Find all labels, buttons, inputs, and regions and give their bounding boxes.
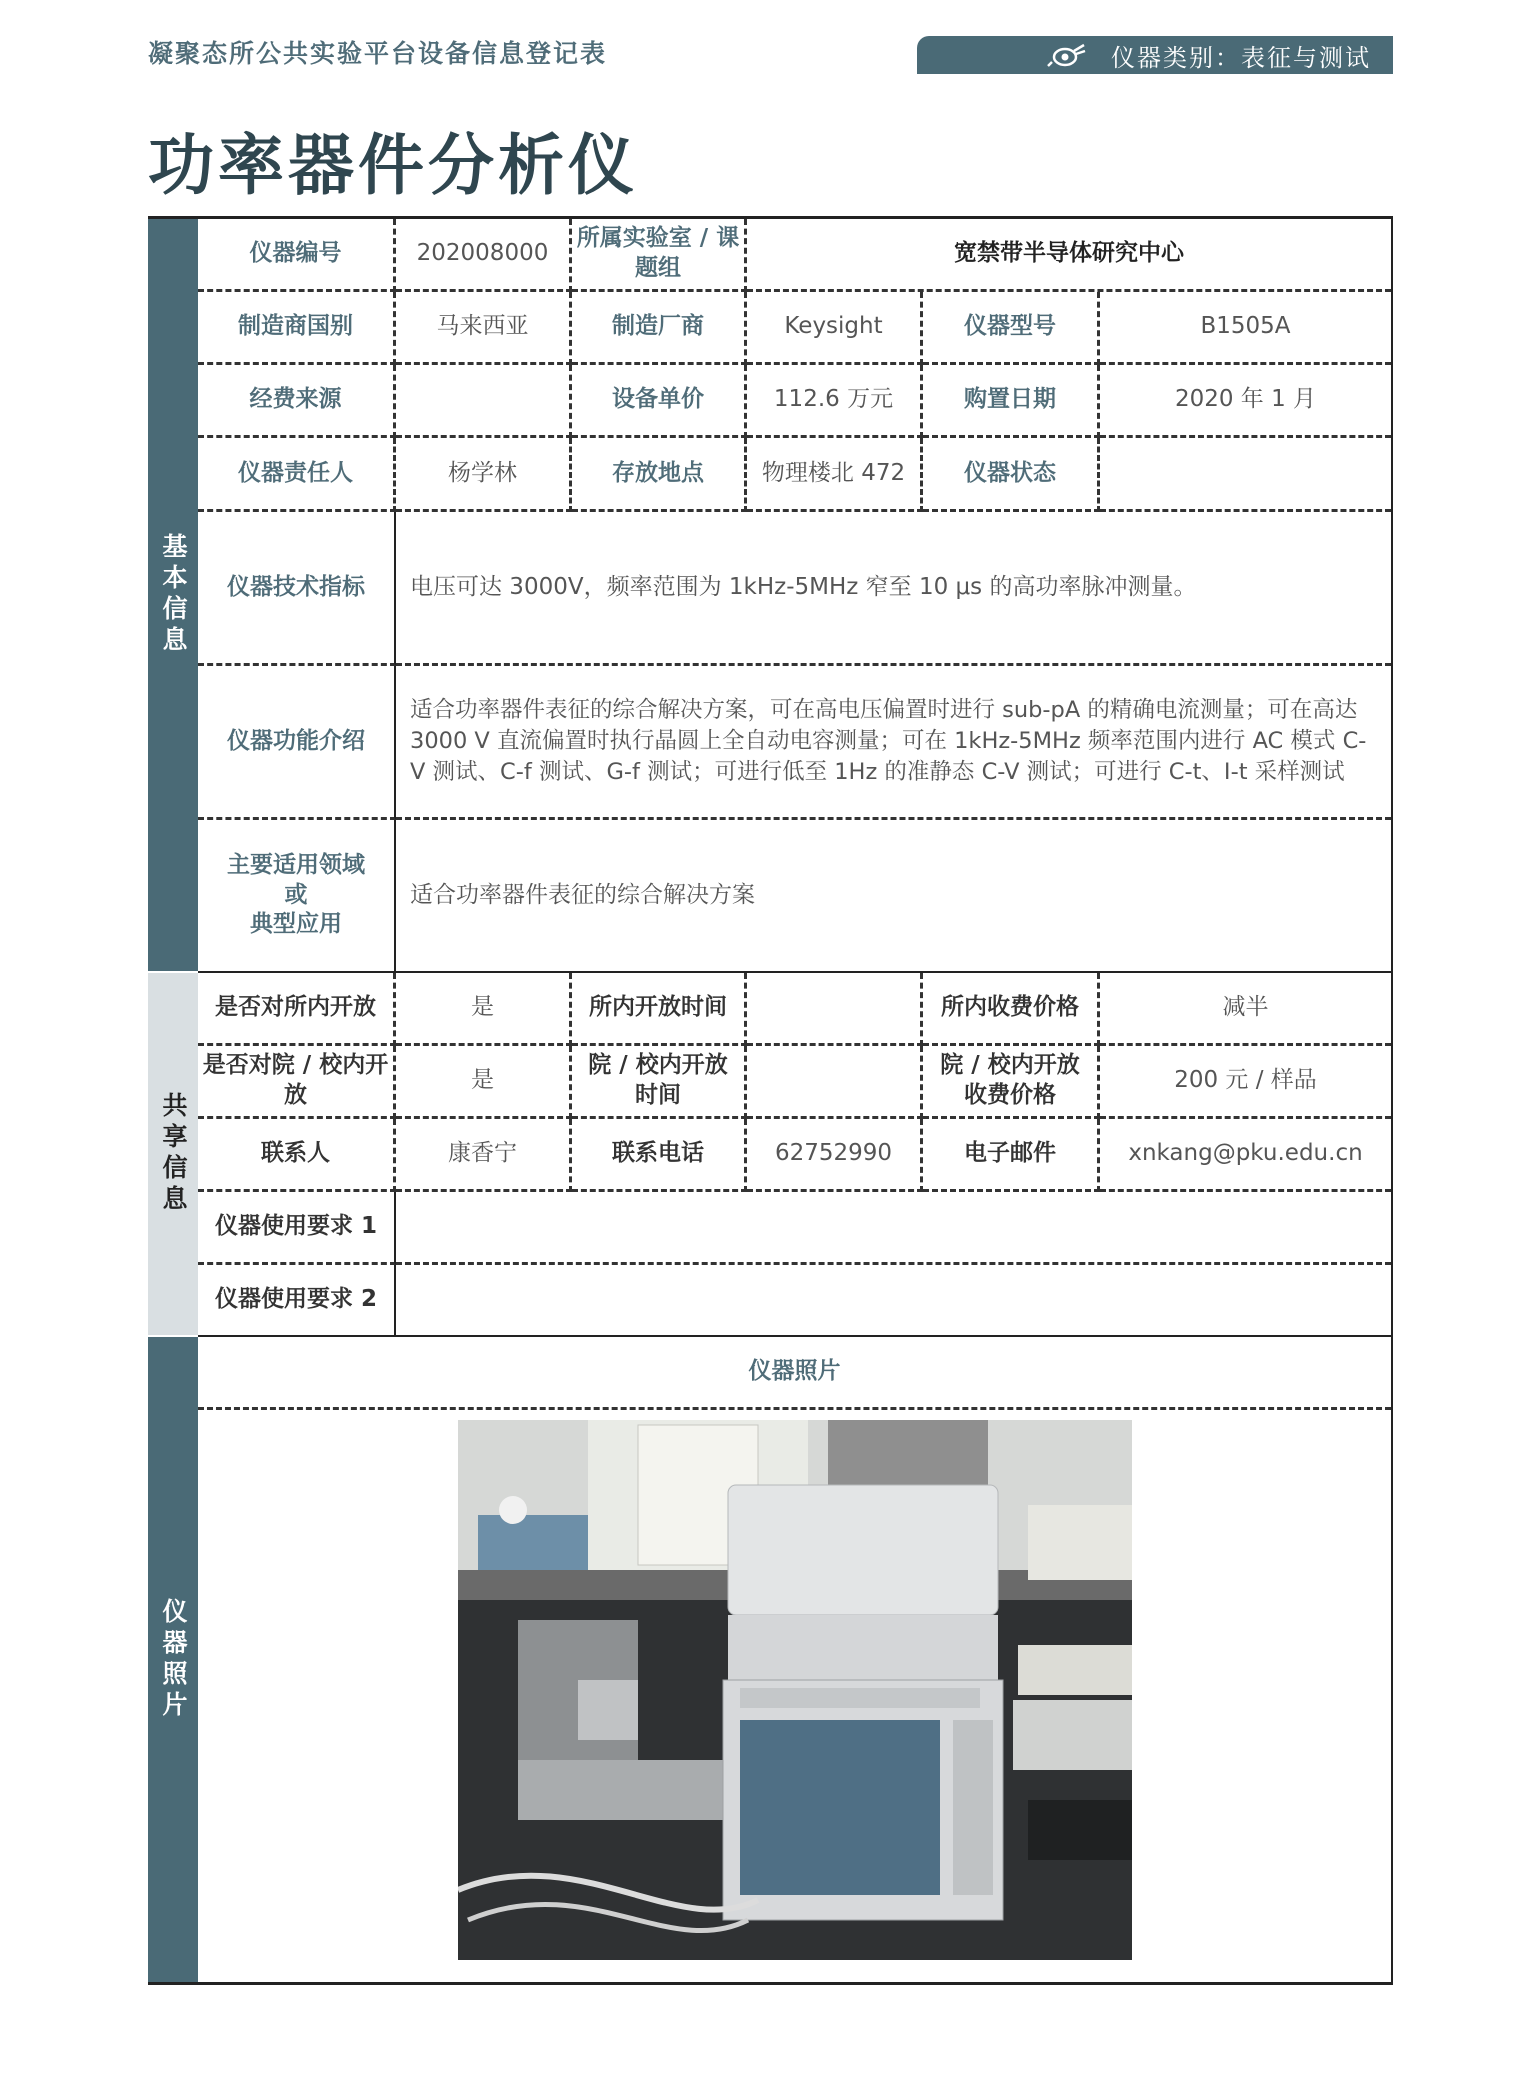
value-internal-open: 是	[396, 973, 572, 1046]
value-internal-fee: 减半	[1100, 973, 1391, 1046]
value-function: 适合功率器件表征的综合解决方案，可在高电压偏置时进行 sub-pA 的精确电流测量；可在高达 3000 V 直流偏置时执行晶圆上全自动电容测量；可在 1kHz-5MHz 频率范围内进行 AC 模式 C-V 测试、C-f 测试、G-f 测试；可进行低至 1Hz 的准静态 C-V 测试；可进行 C-t、I-t 采样测试	[396, 666, 1391, 820]
value-requirement-1	[396, 1192, 1391, 1265]
microscope-icon	[1047, 42, 1087, 68]
value-fund-source	[396, 365, 572, 438]
label-unit-price: 设备单价	[572, 365, 747, 438]
value-campus-open: 是	[396, 1046, 572, 1119]
section-photo: 仪器照片	[148, 1337, 198, 1982]
value-lab: 宽禁带半导体研究中心	[747, 219, 1391, 292]
value-location: 物理楼北 472	[747, 438, 923, 512]
value-unit-price: 112.6 万元	[747, 365, 923, 438]
label-internal-open: 是否对所内开放	[198, 973, 396, 1046]
label-contact: 联系人	[198, 1119, 396, 1192]
label-campus-time: 院 / 校内开放时间	[572, 1046, 747, 1119]
table-right-border	[1391, 216, 1393, 1985]
value-tech-spec: 电压可达 3000V，频率范围为 1kHz-5MHz 窄至 10 μs 的高功率脉冲测量。	[396, 512, 1391, 666]
category-tab	[917, 36, 1393, 74]
table-bottom-border	[148, 1982, 1393, 1985]
photo-caption: 仪器照片	[198, 1337, 1391, 1410]
label-requirement-2: 仪器使用要求 2	[198, 1265, 396, 1335]
label-owner: 仪器责任人	[198, 438, 396, 512]
page-title: 功率器件分析仪	[148, 127, 638, 204]
label-function: 仪器功能介绍	[198, 666, 396, 820]
label-status: 仪器状态	[923, 438, 1100, 512]
value-model: B1505A	[1100, 292, 1391, 365]
value-phone: 62752990	[747, 1119, 923, 1192]
label-purchase-date: 购置日期	[923, 365, 1100, 438]
value-email: xnkang@pku.edu.cn	[1100, 1119, 1391, 1192]
section-basic-info: 基本信息	[148, 219, 198, 971]
value-campus-fee: 200 元 / 样品	[1100, 1046, 1391, 1119]
value-status	[1100, 438, 1391, 512]
label-location: 存放地点	[572, 438, 747, 512]
label-fund-source: 经费来源	[198, 365, 396, 438]
label-application: 主要适用领域 或 典型应用	[198, 820, 396, 971]
value-maker: Keysight	[747, 292, 923, 365]
label-requirement-1: 仪器使用要求 1	[198, 1192, 396, 1265]
label-internal-fee: 所内收费价格	[923, 973, 1100, 1046]
label-instrument-id: 仪器编号	[198, 219, 396, 292]
document-header-title: 凝聚态所公共实验平台设备信息登记表	[148, 39, 608, 68]
value-contact: 康香宁	[396, 1119, 572, 1192]
instrument-photo	[458, 1420, 1132, 1960]
label-lab: 所属实验室 / 课题组	[572, 219, 747, 292]
value-requirement-2	[396, 1265, 1391, 1335]
label-email: 电子邮件	[923, 1119, 1100, 1192]
section-share-info: 共享信息	[148, 973, 198, 1335]
value-owner: 杨学林	[396, 438, 572, 512]
value-instrument-id: 202008000	[396, 219, 572, 292]
value-purchase-date: 2020 年 1 月	[1100, 365, 1391, 438]
label-maker: 制造厂商	[572, 292, 747, 365]
label-campus-open: 是否对院 / 校内开放	[198, 1046, 396, 1119]
label-model: 仪器型号	[923, 292, 1100, 365]
value-internal-time	[747, 973, 923, 1046]
value-campus-time	[747, 1046, 923, 1119]
label-campus-fee: 院 / 校内开放收费价格	[923, 1046, 1100, 1119]
category-label: 仪器类别：表征与测试	[1111, 43, 1371, 72]
section-separator	[148, 971, 198, 973]
section-separator	[148, 1335, 198, 1337]
label-country: 制造商国别	[198, 292, 396, 365]
value-country: 马来西亚	[396, 292, 572, 365]
label-tech-spec: 仪器技术指标	[198, 512, 396, 666]
label-phone: 联系电话	[572, 1119, 747, 1192]
value-application: 适合功率器件表征的综合解决方案	[410, 881, 755, 908]
label-internal-time: 所内开放时间	[572, 973, 747, 1046]
